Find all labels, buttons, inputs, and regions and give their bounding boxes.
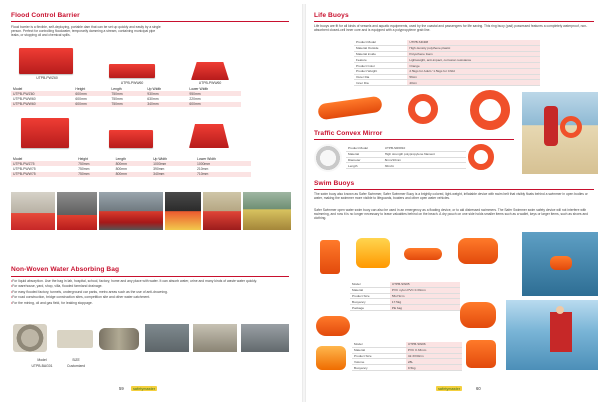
swim-desc-2: Safer Swimmer open water swim buoy can also be used in an emergency as a floating device, or to aid distressed swimmers. The Safer Swimmer swim safety device will not interfere with swimming, and now it is no longer necessary to leave valuables behind on the beach. A dry pouch on one side holds smaller items such as a wallet, keys or larger items, such as shoes and clothing.: [314, 208, 588, 221]
spec-key: Product Size: [350, 293, 390, 299]
spec-key: Model: [352, 342, 406, 347]
bag-flat-image: [57, 330, 93, 348]
spec-value: High strength polypropylene filament: [383, 151, 466, 157]
spec-key: Material inside: [354, 51, 407, 57]
flood-desc: Flood barrier is a flexible, self-deploying, portable dam that can be set up quickly and easily by a single person. Perfect for controlling floodwater, temporarily damming a stream, containing municipal pipe leaks, or stopping oil and chemical spills.: [11, 25, 161, 38]
spec-key: Material: [346, 151, 383, 157]
spec-value: Polyethene foam: [407, 51, 540, 57]
spec-value: UTPB-SR0810: [383, 146, 466, 151]
table-row: [346, 163, 466, 169]
table-cell: 800mm: [115, 166, 127, 171]
spec-value: 28L: [406, 359, 462, 365]
table-row: [354, 80, 540, 86]
table-cell: 1000mm: [195, 161, 251, 166]
table-header: Height: [75, 86, 86, 91]
spec-key: Model: [350, 282, 390, 287]
lifebuoys-desc: Life buoys are fit for all kinds of vessels and aquatic equipments, used by the coastal and passengers for life saving. This ring buoy (pad) possessed features a completely waterproof, non-absorbent closed-cell inner core and is equipped with a polypropylene grab line.: [314, 24, 588, 33]
left-page: [5, 6, 297, 400]
spec-key: Package: [350, 305, 390, 311]
spec-value: 2.5kgs for Adult / 1.5kgs for Child: [407, 68, 540, 74]
spec-key: Diameter: [346, 157, 383, 163]
spec-key: Material: [350, 287, 390, 293]
list-item: • For easy flooded factory, tunnels, underground car parks, metro areas such as the use of anti-drowning.: [11, 290, 287, 295]
life-buoy-ring-mini: [468, 144, 494, 170]
life-buoy-ring-large: [470, 90, 510, 130]
bag-model-label: Model: [37, 358, 47, 362]
barrier-photo-3: [99, 192, 163, 230]
table-cell: UTPB-PWW75: [13, 166, 36, 171]
table-row: [352, 365, 462, 371]
right-page: [310, 6, 602, 400]
table-cell: 750mm: [78, 166, 90, 171]
table-cell: UTPB-PWZ75: [11, 161, 76, 166]
bag-use-photo-3: [241, 324, 289, 352]
table-header: Up Width: [153, 156, 168, 161]
table-cell: 600mm: [75, 96, 87, 101]
table-row: [11, 172, 251, 177]
table-header: Up Width: [147, 86, 162, 91]
rope-coil-image: [314, 144, 342, 172]
swim-buoy-image-1: [320, 240, 340, 274]
spec-value: PVC 0.33mm: [406, 347, 462, 353]
spec-key: Product Model: [354, 40, 407, 45]
spec-value: UTPB-SD408: [407, 40, 540, 45]
table-cell: 750mm: [109, 102, 145, 107]
spec-value: 42.3X30cm: [406, 353, 462, 359]
table-cell: 750mm: [109, 91, 145, 96]
lifebuoys-spec-table: [354, 40, 540, 86]
table-header: Model: [13, 156, 23, 161]
table-cell: 750mm: [76, 161, 113, 166]
convex-title: Traffic Convex Mirror: [314, 130, 383, 137]
spec-value: Lightweight, anti-impact, corrosion resistance: [407, 57, 540, 63]
table-cell: 950mm: [187, 91, 241, 96]
swim-title: Swim Buoys: [314, 180, 355, 187]
table-cell: UTPB-PWW75: [11, 172, 76, 177]
spec-value: 40cm: [407, 80, 540, 86]
spec-key: Product Model: [346, 146, 383, 151]
barrier-photo-4: [165, 192, 201, 230]
spec-key: Buoyancy: [352, 365, 406, 371]
swim-buoy-image-2: [356, 238, 390, 268]
spec-value: 56x72cm: [390, 293, 460, 299]
swim-buoy-image-8: [466, 340, 496, 368]
spec-key: Inner Dia: [354, 80, 407, 86]
list-item: • For road construction, bridge construction sites, competition site and other water catchment.: [11, 295, 287, 300]
spec-key: Material: [352, 347, 406, 353]
nonwoven-title: Non-Woven Water Absorbing Bag: [11, 266, 120, 273]
table-cell: 600mm: [187, 102, 241, 107]
flood-title-rule: [11, 21, 289, 22]
spec-key: Feature: [354, 57, 407, 63]
table-row: [350, 305, 460, 311]
table-header: Lower Width: [197, 156, 216, 161]
swim-desc-1: The swim buoy also known as Safer Swimmer, Safer Swimmer Buoy is a brightly colored, light-weight, inflatable device with swim belt that visibly floats behind a swimmer in open bodies or water, making the swimmer more visible to lifeguards, boaters and other open water vehicles.: [314, 192, 588, 201]
bag-model-value: UTPB-BAG01: [31, 364, 53, 368]
model-caption-1: UTPB-PWZ60: [36, 76, 58, 80]
swim-buoy-image-3: [404, 248, 442, 260]
brand-logo-left: safetymaster: [133, 386, 156, 391]
barrier-image-3: [191, 62, 229, 80]
bag-use-photo-2: [193, 324, 237, 352]
table-cell: 750mm: [111, 96, 123, 101]
table-cell: 630mm: [147, 96, 159, 101]
barrier-photo-1: [11, 192, 55, 230]
flood-spec-table-2: [11, 156, 251, 177]
lifebuoys-title-rule: [314, 21, 594, 22]
swim-spec-table-2: [352, 342, 462, 371]
table-cell: UTPB-PWW60: [13, 96, 36, 101]
spec-value: 17.5kg: [390, 299, 460, 305]
list-item: • For liquid absorption. Use the bag in lab, hospital, school, factory, home and any place with water. It can absorb water, urine and many kinds of waste water quickly.: [11, 279, 287, 284]
table-cell: 800mm: [114, 172, 151, 177]
table-cell: 600mm: [73, 102, 109, 107]
lifebuoys-title: Life Buoys: [314, 12, 349, 19]
spec-key: Outer Dia: [354, 74, 407, 80]
rescue-tube-image: [314, 90, 386, 128]
barrier-photo-5: [203, 192, 241, 230]
life-buoy-ring-small: [408, 94, 438, 124]
table-cell: UTPB-PWZ60: [11, 91, 73, 96]
spec-value: PE bag: [390, 305, 460, 311]
table-row: [11, 102, 241, 107]
table-cell: UTPB-PWW60: [11, 102, 73, 107]
spec-value: UTPB-SW05: [390, 282, 460, 287]
table-cell: 220mm: [189, 96, 201, 101]
spec-value: 8mm/10mm: [383, 157, 466, 163]
spec-key: Product Size: [352, 353, 406, 359]
spec-key: Buoyancy: [350, 299, 390, 305]
spec-key: Length: [346, 163, 383, 169]
page-number-left: 59: [119, 386, 124, 391]
table-header: Length: [115, 156, 126, 161]
lifeguard-photo: [522, 92, 598, 174]
spec-key: Product Color: [354, 63, 407, 69]
spec-value: PVC nylon PVC 0.33mm: [390, 287, 460, 293]
swim-buoy-image-6: [460, 302, 496, 328]
swimmer-photo-2: [506, 300, 598, 370]
table-cell: 600mm: [73, 91, 109, 96]
barrier-image-6: [189, 124, 229, 148]
barrier-image-2: [109, 64, 155, 78]
nonwoven-title-rule: [11, 276, 289, 277]
model-caption-2: UTPB-PWW60: [120, 81, 144, 85]
page-number-right: 60: [476, 386, 481, 391]
list-item: • For the mining, oil and gas field, for leaking stoppage.: [11, 301, 287, 306]
barrier-photo-2: [57, 192, 97, 230]
table-cell: 1000mm: [151, 161, 195, 166]
table-cell: 710mm: [195, 172, 251, 177]
spec-value: Orange: [407, 63, 540, 69]
table-cell: 800mm: [114, 161, 151, 166]
table-cell: 340mm: [151, 172, 195, 177]
spec-key: Volume: [352, 359, 406, 365]
bag-use-photo-1: [145, 324, 189, 352]
table-header: Model: [13, 86, 23, 91]
spec-key: Product Weight: [354, 68, 407, 74]
flood-spec-table-1: [11, 86, 241, 107]
barrier-image-5: [109, 130, 153, 148]
spec-value: High density polythene plastic: [407, 45, 540, 51]
spec-value: UTPB-SW06: [406, 342, 462, 347]
bag-tube-image: [99, 328, 139, 350]
convex-spec-table: [346, 146, 466, 169]
bag-size-value: Customized: [67, 364, 85, 368]
page-gutter: [302, 4, 306, 402]
table-cell: 340mm: [145, 102, 187, 107]
barrier-image-4: [21, 118, 69, 148]
swim-buoy-image-5: [316, 316, 350, 336]
swimmer-photo-1: [522, 232, 598, 296]
spec-value: 9.5kg: [406, 365, 462, 371]
barrier-image-1: [19, 48, 73, 74]
table-cell: 930mm: [145, 91, 187, 96]
table-cell: 390mm: [153, 166, 165, 171]
convex-title-rule: [314, 139, 514, 140]
model-caption-3: UTPB-PWW60: [198, 81, 222, 85]
bag-roll-image: [13, 324, 47, 352]
swim-buoy-image-7: [316, 346, 346, 370]
spec-value: 56cm: [407, 74, 540, 80]
spec-value: 30m/m: [383, 163, 466, 169]
table-cell: 750mm: [76, 172, 113, 177]
bag-size-label: SIZE: [72, 358, 80, 362]
spec-key: Material Outside: [354, 45, 407, 51]
table-cell: 210mm: [197, 166, 209, 171]
table-header: Lower Width: [189, 86, 209, 91]
swim-title-rule: [314, 189, 594, 190]
table-header: Length: [111, 86, 122, 91]
nonwoven-bullets: [11, 279, 287, 306]
flood-title: Flood Control Barrier: [11, 12, 80, 19]
list-item: • For warehouse, yard, shop, villa, flooded farmland drainage.: [11, 284, 287, 289]
swim-spec-table-1: [350, 282, 460, 311]
swim-buoy-image-4: [458, 238, 498, 264]
barrier-photo-6: [243, 192, 291, 230]
brand-logo-right: safetymaster: [438, 386, 461, 391]
table-header: Height: [78, 156, 88, 161]
